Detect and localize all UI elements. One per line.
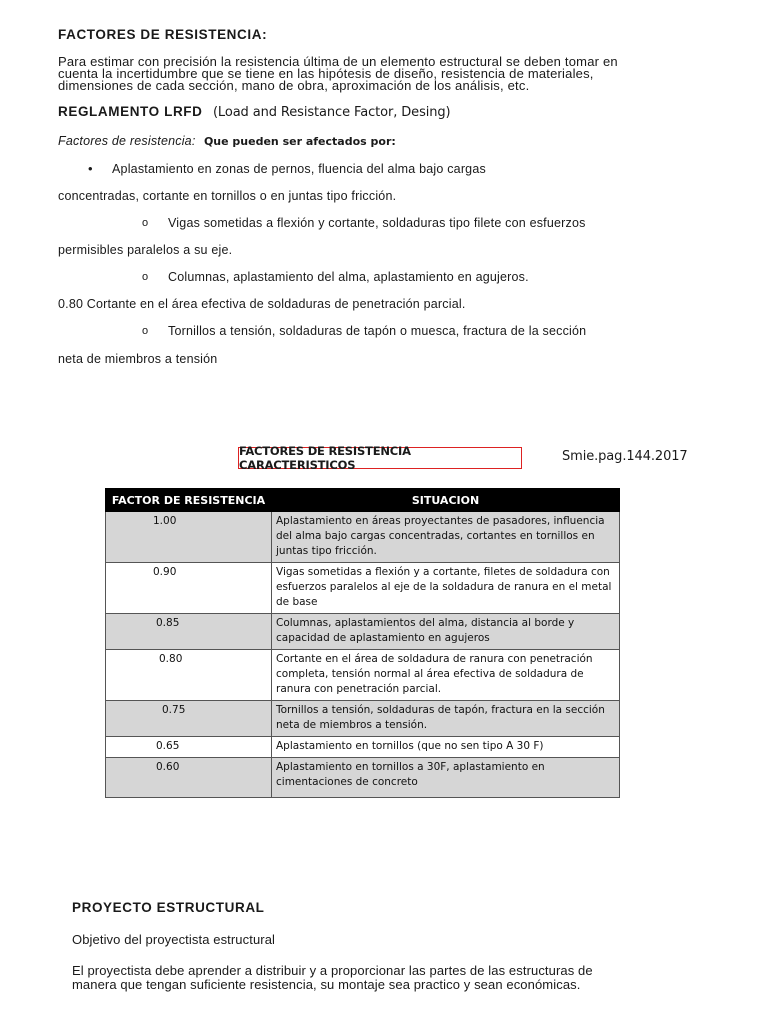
factor-value: 1.00 bbox=[106, 512, 272, 563]
factores-note: Que pueden ser afectados por: bbox=[203, 135, 396, 148]
paragraph-line: manera que tengan suficiente resistencia, su montaje sea practico y sean económicas. bbox=[72, 977, 581, 992]
table-header-factor: FACTOR DE RESISTENCIA bbox=[106, 489, 272, 512]
table-source: Smie.pag.144.2017 bbox=[562, 449, 688, 464]
situacion-text: Aplastamiento en áreas proyectantes de pasadores, influencia del alma bajo cargas concentradas, cortantes en tornillos en juntas tipo fricción. bbox=[272, 512, 620, 563]
factores-line bbox=[58, 132, 396, 150]
circle-bullet-icon: o bbox=[142, 217, 149, 229]
proyecto-paragraph bbox=[72, 964, 593, 992]
factor-value: 0.80 bbox=[106, 650, 272, 701]
table-header-situacion: SITUACION bbox=[272, 489, 620, 512]
reglamento-line bbox=[58, 103, 451, 121]
list-item-line: 0.80 Cortante en el área efectiva de soldaduras de penetración parcial. bbox=[58, 297, 466, 311]
bullet-icon: • bbox=[88, 161, 93, 176]
table-title: FACTORES DE RESISTENCIA CARACTERISTICOS bbox=[238, 447, 522, 469]
factor-value: 0.60 bbox=[106, 758, 272, 798]
situacion-text: Columnas, aplastamientos del alma, distancia al borde y capacidad de aplastamiento en agujeros bbox=[272, 614, 620, 650]
situacion-text: Aplastamiento en tornillos a 30F, aplastamiento en cimentaciones de concreto bbox=[272, 758, 620, 798]
factor-value: 0.85 bbox=[106, 614, 272, 650]
paragraph-line: dimensiones de cada sección, mano de obra, aproximación de los análisis, etc. bbox=[58, 78, 530, 93]
factors-table bbox=[105, 488, 620, 798]
paragraph-line: Para estimar con precisión la resistencia última de un elemento estructural se deben tomar en bbox=[58, 54, 618, 69]
factor-value: 0.65 bbox=[106, 737, 272, 758]
situacion-text: Vigas sometidas a flexión y a cortante, filetes de soldadura con esfuerzos paralelos al eje de la soldadura de ranura en el metal de base bbox=[272, 563, 620, 614]
factor-value: 0.75 bbox=[106, 701, 272, 737]
situacion-text: Aplastamiento en tornillos (que no sen tipo A 30 F) bbox=[272, 737, 620, 758]
proyecto-subtitle: Objetivo del proyectista estructural bbox=[72, 932, 276, 947]
table-row bbox=[106, 512, 620, 563]
list-item-line: Tornillos a tensión, soldaduras de tapón o muesca, fractura de la sección bbox=[168, 324, 587, 338]
reglamento-heading: REGLAMENTO LRFD bbox=[58, 104, 203, 119]
table-row bbox=[106, 737, 620, 758]
paragraph-line: El proyectista debe aprender a distribuir y a proporcionar las partes de las estructuras de bbox=[72, 963, 593, 978]
circle-bullet-icon: o bbox=[142, 325, 149, 337]
section-heading-proyecto: PROYECTO ESTRUCTURAL bbox=[72, 900, 265, 915]
list-item-line: Vigas sometidas a flexión y cortante, soldaduras tipo filete con esfuerzos bbox=[168, 216, 586, 230]
table-row bbox=[106, 758, 620, 798]
circle-bullet-icon: o bbox=[142, 271, 149, 283]
table-row bbox=[106, 701, 620, 737]
table-row bbox=[106, 614, 620, 650]
list-item-line: permisibles paralelos a su eje. bbox=[58, 243, 233, 257]
list-item-line: concentradas, cortante en tornillos o en juntas tipo fricción. bbox=[58, 189, 397, 203]
list-item-line: neta de miembros a tensión bbox=[58, 352, 218, 366]
table-row bbox=[106, 563, 620, 614]
paragraph-line: cuenta la incertidumbre que se tiene en las hipótesis de diseño, resistencia de materiales, bbox=[58, 66, 594, 81]
factor-value: 0.90 bbox=[106, 563, 272, 614]
section-heading-factores: FACTORES DE RESISTENCIA: bbox=[58, 27, 268, 42]
reglamento-note: (Load and Resistance Factor, Desing) bbox=[212, 105, 451, 120]
list-item-line: Aplastamiento en zonas de pernos, fluencia del alma bajo cargas bbox=[112, 162, 486, 176]
situacion-text: Tornillos a tensión, soldaduras de tapón, fractura en la sección neta de miembros a tensión. bbox=[272, 701, 620, 737]
factores-label: Factores de resistencia: bbox=[58, 134, 196, 148]
situacion-text: Cortante en el área de soldadura de ranura con penetración completa, tensión normal al área efectiva de soldadura de ranura con penetración parcial. bbox=[272, 650, 620, 701]
list-item-line: Columnas, aplastamiento del alma, aplastamiento en agujeros. bbox=[168, 270, 529, 284]
table-row bbox=[106, 650, 620, 701]
table-header-row bbox=[106, 489, 620, 512]
section-paragraph bbox=[58, 56, 618, 92]
